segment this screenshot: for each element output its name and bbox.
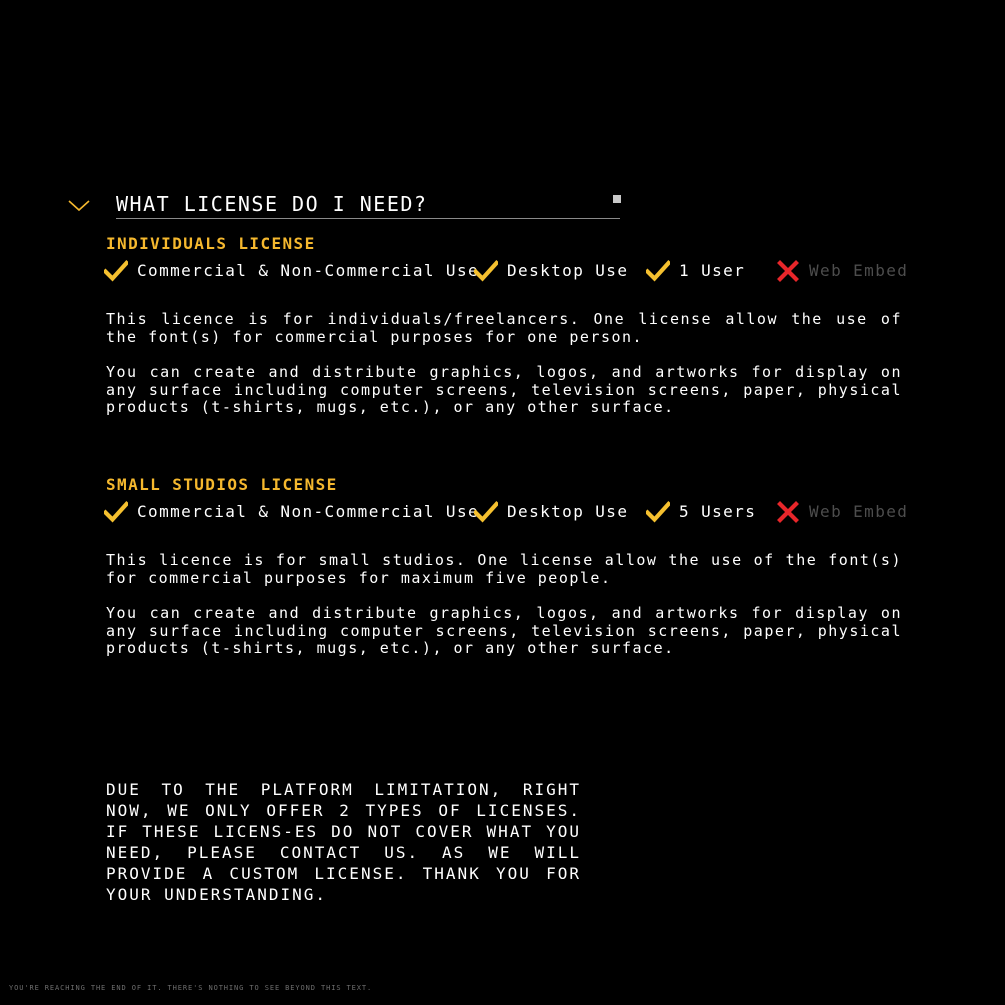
- feature-label: Commercial & Non-Commercial Use: [137, 261, 480, 280]
- feature-web-embed: [776, 258, 908, 284]
- license-title: SMALL STUDIOS LICENSE: [106, 475, 338, 494]
- license-title: INDIVIDUALS LICENSE: [106, 234, 316, 253]
- feature-commercial-use: [104, 499, 479, 525]
- license-description: This licence is for individuals/freelancers. One license allow the use of the font(s) for commercial purposes for one person.: [106, 310, 902, 346]
- check-icon: [474, 260, 498, 282]
- check-icon: [474, 501, 498, 523]
- check-icon: [104, 260, 128, 282]
- accordion-title[interactable]: WHAT LICENSE DO I NEED?: [116, 190, 620, 219]
- feature-label: Commercial & Non-Commercial Use: [137, 502, 480, 521]
- check-icon: [104, 501, 128, 523]
- feature-users: [646, 258, 745, 284]
- feature-users: [646, 499, 756, 525]
- feature-label: 5 Users: [679, 502, 757, 521]
- license-usage: You can create and distribute graphics, logos, and artworks for display on any surface including computer screens, television screens, paper, physical products (t-shirts, mugs, etc.), or any other surface.: [106, 363, 902, 416]
- chevron-down-icon[interactable]: [68, 198, 90, 212]
- check-icon: [646, 260, 670, 282]
- platform-limitation-notice: DUE TO THE PLATFORM LIMITATION, RIGHT NOW, WE ONLY OFFER 2 TYPES OF LICENSES. IF THESE LICENS-ES DO NOT COVER WHAT YOU NEED, PLEASE CONTACT US. AS WE WILL PROVIDE A CUSTOM LICENSE. THANK YOU FOR YOUR UNDERSTANDING.: [106, 780, 581, 904]
- cross-icon: [776, 501, 800, 523]
- license-usage: You can create and distribute graphics, logos, and artworks for display on any surface including computer screens, television screens, paper, physical products (t-shirts, mugs, etc.), or any other surface.: [106, 604, 902, 657]
- feature-label: 1 User: [679, 261, 746, 280]
- license-description: This licence is for small studios. One license allow the use of the font(s) for commercial purposes for maximum five people.: [106, 551, 902, 587]
- feature-desktop-use: [474, 258, 628, 284]
- feature-web-embed: [776, 499, 908, 525]
- feature-label: Web Embed: [809, 261, 909, 280]
- check-icon: [646, 501, 670, 523]
- feature-desktop-use: [474, 499, 628, 525]
- feature-label: Web Embed: [809, 502, 909, 521]
- feature-label: Desktop Use: [507, 502, 629, 521]
- footer-note: YOU'RE REACHING THE END OF IT. THERE'S NOTHING TO SEE BEYOND THIS TEXT.: [9, 984, 373, 992]
- cross-icon: [776, 260, 800, 282]
- feature-label: Desktop Use: [507, 261, 629, 280]
- feature-commercial-use: [104, 258, 479, 284]
- accordion-marker: [613, 195, 621, 203]
